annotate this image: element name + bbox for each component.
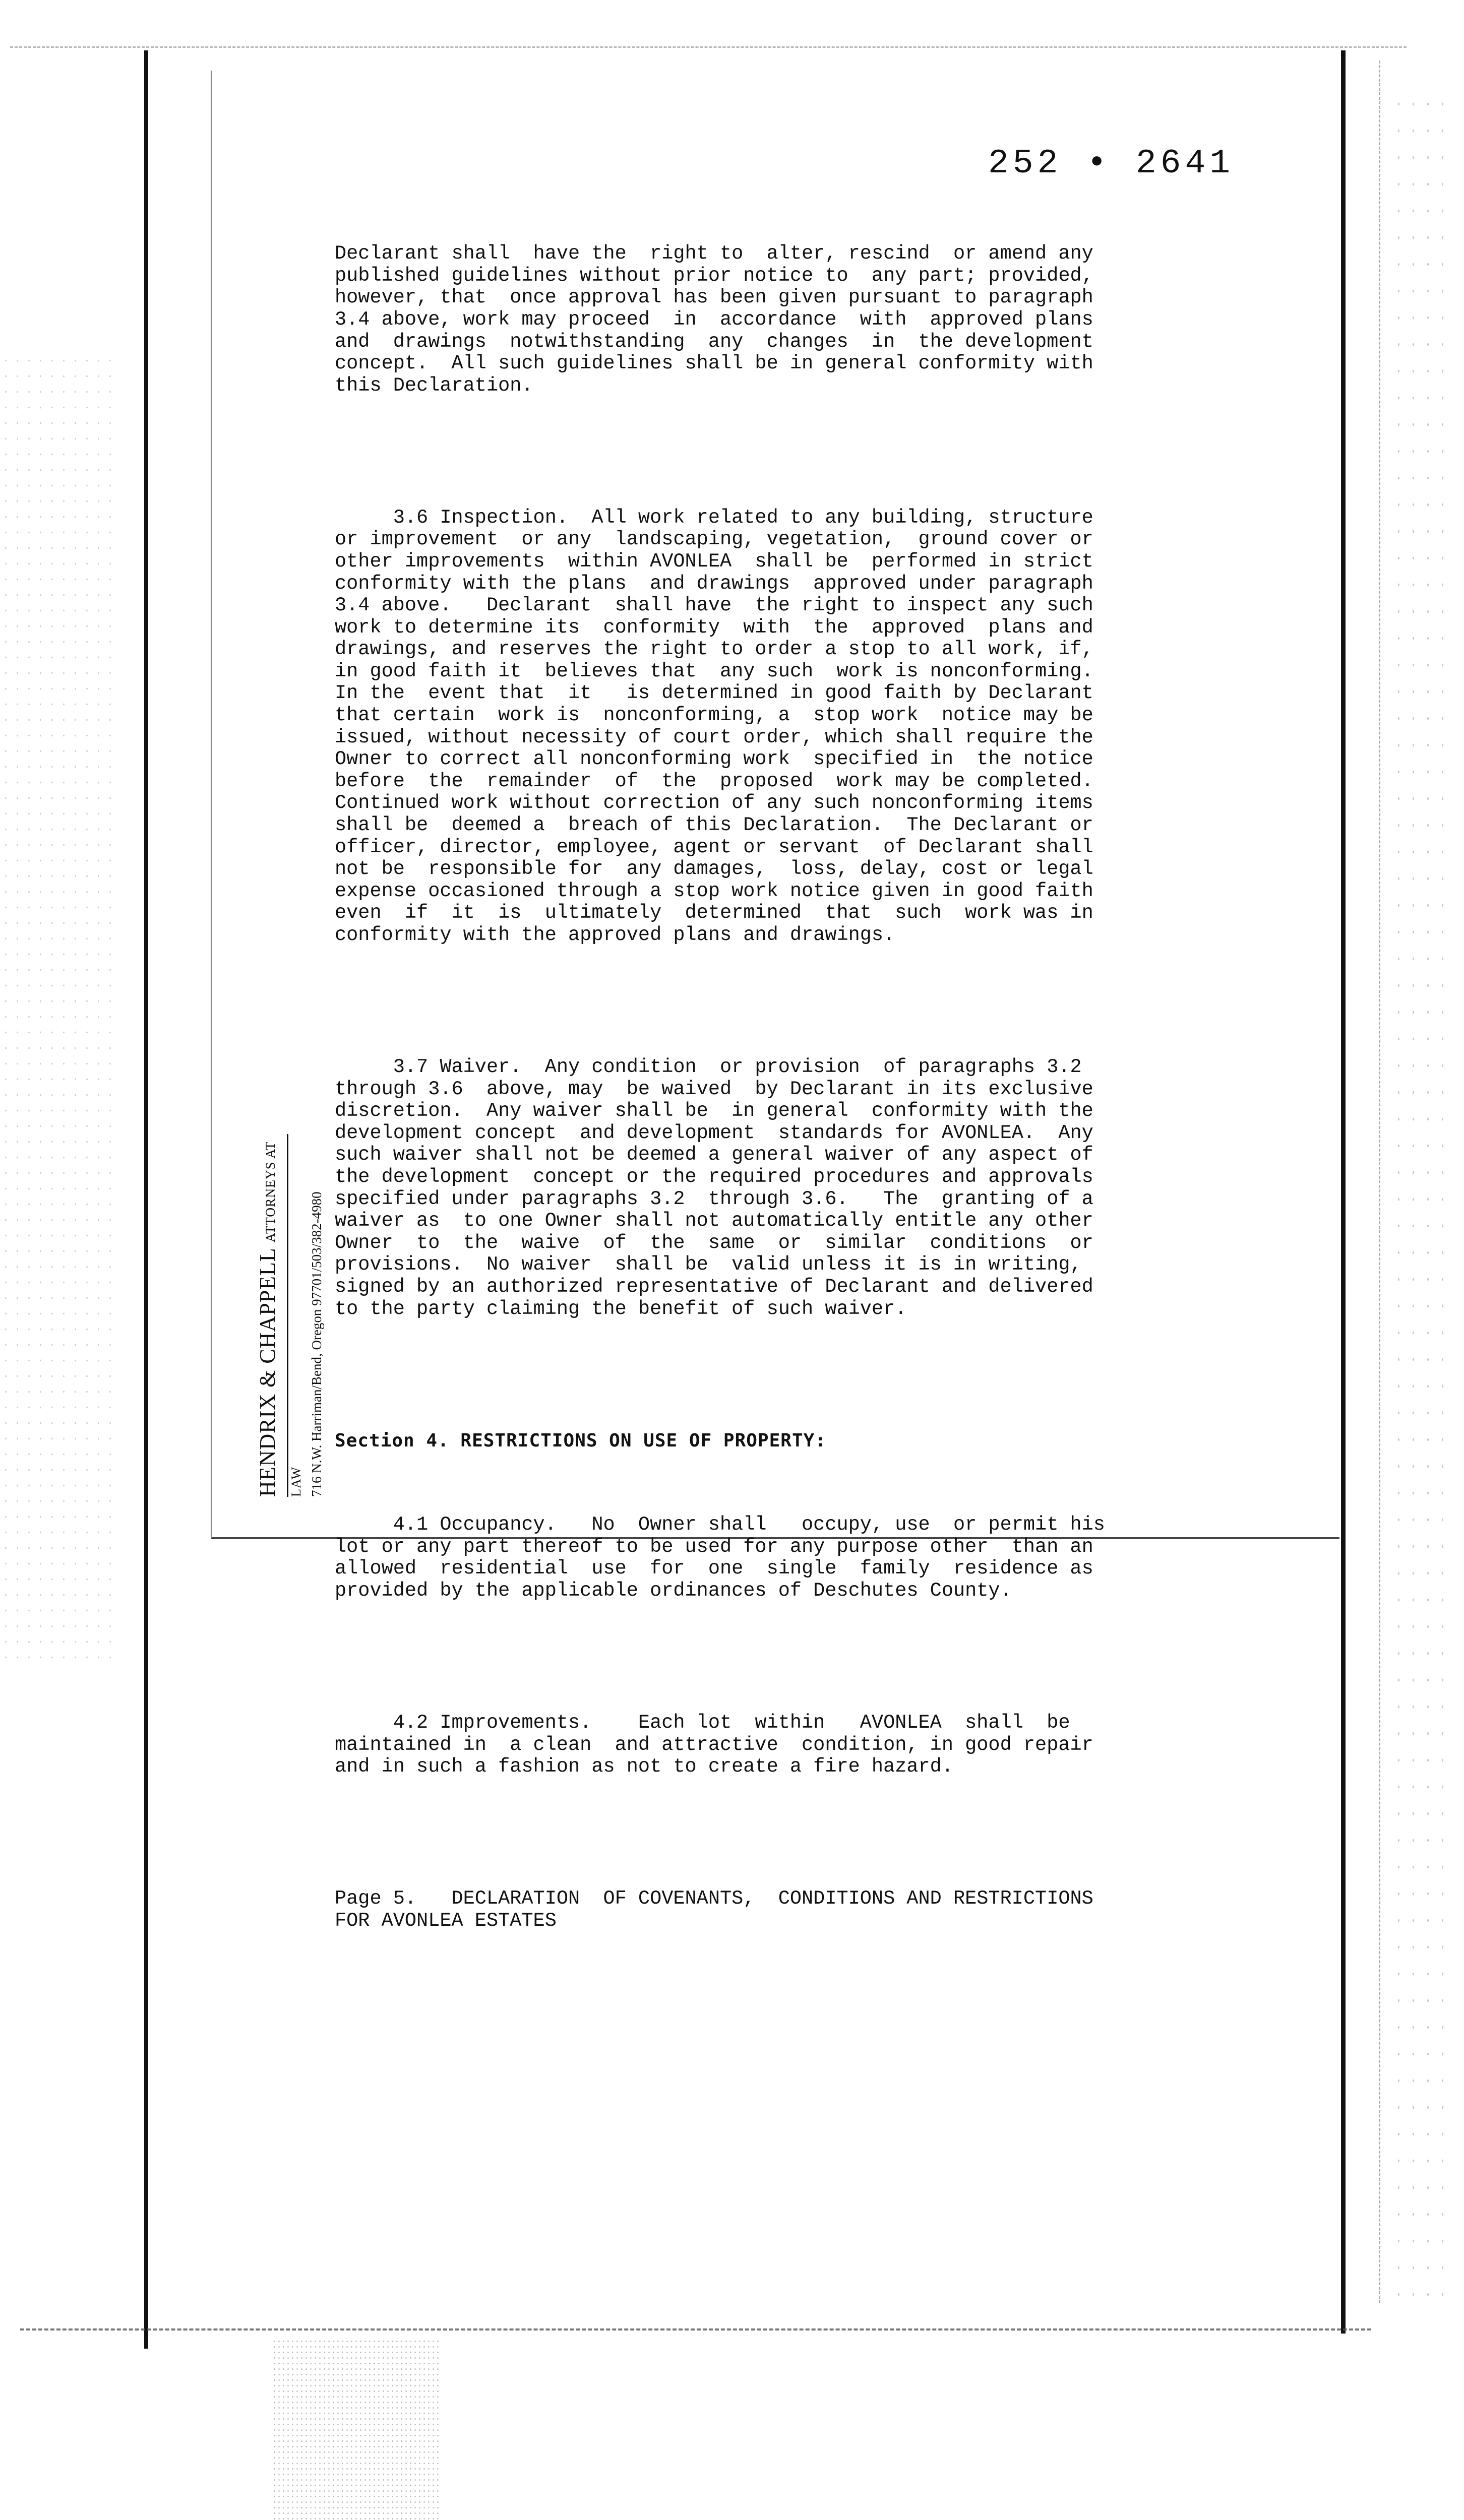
scan-noise-bottom — [272, 2339, 439, 2520]
scan-noise-left — [0, 353, 116, 1663]
scan-top-edge — [10, 46, 1407, 52]
document-body — [335, 199, 1202, 1954]
right-margin-rule — [1341, 50, 1346, 2334]
firm-name-text: HENDRIX & CHAPPELL — [255, 1248, 280, 1497]
law-firm-name — [255, 1114, 306, 1497]
scan-noise-right — [1391, 91, 1447, 2308]
firm-suffix: ATTORNEYS AT LAW — [263, 1142, 303, 1497]
paragraph-3-6-inspection: 3.6 Inspection. All work related to any building, structure or improvement or any landscaping, vegetation, ground cover or other improvements within AVONLEA shall be performed in strict conformity with the plans and drawings approved under paragraph 3.4 above. Declarant shall have the right to inspect any such work to determine its conformity with the approved plans and drawings, and reserves the right to order a stop to all work, if, in good faith it believes that any such work is nonconforming. In the event that it is determined in good faith by Declarant that certain work is nonconforming, a stop work notice may be issued, without necessity of court order, which shall require the Owner to correct all nonconforming work specified in the notice before the remainder of the proposed work may be completed. Continued work without correction of any such nonconforming items shall be deemed a breach of this Declaration. The Declarant or officer, director, employee, agent or servant of Declarant shall not be responsible for any damages, loss, delay, cost or legal expense occasioned through a stop work notice given in good faith even if it is ultimately determined that such work was in conformity with the approved plans and drawings. — [335, 506, 1093, 946]
scan-bottom-edge — [20, 2328, 1371, 2330]
recording-page-number: 252 • 2641 — [988, 144, 1235, 183]
law-firm-address: 716 N.W. Harriman/Bend, Oregon 97701/503/382-4980 — [309, 1191, 324, 1497]
paragraph-3-7-waiver: 3.7 Waiver. Any condition or provision of paragraphs 3.2 through 3.6 above, may be waived by Declarant in its exclusive discretion. Any waiver shall be in general conformity with the development concept and development standards for AVONLEA. Any such waiver shall not be deemed a general waiver of any aspect of the development concept or the required procedures and approvals specified under paragraphs 3.2 through 3.6. The granting of a waiver as to one Owner shall not automatically entitle any other Owner to the waive of the same or similar conditions or provisions. No waiver shall be valid unless it is in writing, signed by an authorized representative of Declarant and delivered to the party claiming the benefit of such waiver. — [335, 1055, 1093, 1320]
paragraph-4-1-occupancy: 4.1 Occupancy. No Owner shall occupy, use or permit his lot or any part thereof to be used for any purpose other than an allowed residential use for one single family residence as provided by the applicable ordinances of Deschutes County. — [335, 1514, 1105, 1602]
right-edge-shadow — [1379, 60, 1382, 2303]
left-margin-rule — [144, 50, 148, 2349]
section-4-heading: Section 4. RESTRICTIONS ON USE OF PROPERTY: — [335, 1430, 826, 1452]
law-firm-sidebar — [255, 1114, 324, 1497]
page-footer: Page 5. DECLARATION OF COVENANTS, CONDITIONS AND RESTRICTIONS FOR AVONLEA ESTATES — [335, 1887, 1093, 1932]
paragraph-guidelines: Declarant shall have the right to alter, rescind or amend any published guidelines without prior notice to any part; provided, however, that once approval has been given pursuant to paragraph 3.4 above, work may proceed in accordance with approved plans and drawings notwithstanding any changes in the development concept. All such guidelines shall be in general conformity with this Declaration. — [335, 242, 1093, 397]
paragraph-4-2-improvements: 4.2 Improvements. Each lot within AVONLEA shall be maintained in a clean and attractive condition, in good repair and in such a fashion as not to create a fire hazard. — [335, 1712, 1093, 1778]
